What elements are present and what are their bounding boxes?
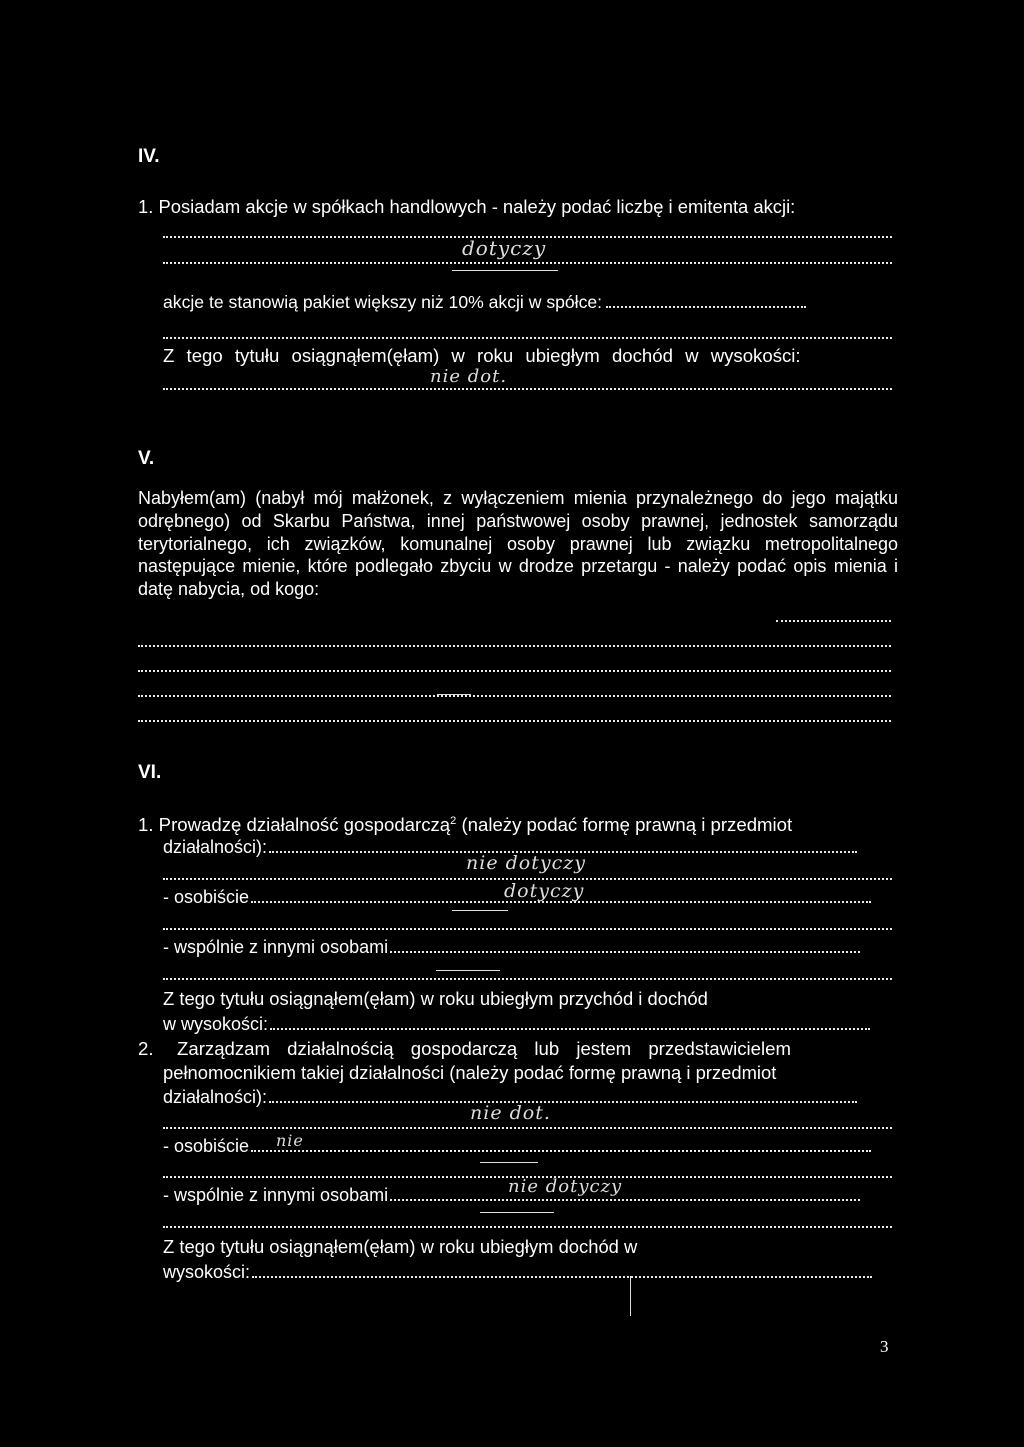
- dotted-line: [138, 645, 891, 647]
- dotted-line: [138, 720, 891, 722]
- vi-income2-line2: wysokości:: [163, 1261, 872, 1283]
- vi-wspolnie2: - wspólnie z innymi osobami: [163, 1184, 860, 1206]
- iv-item1-text: 1. Posiadam akcje w spółkach handlowych - należy podać liczbę i emitenta akcji:: [138, 196, 796, 217]
- dotted-line: [163, 337, 892, 339]
- vi-item2-line3: działalności):: [163, 1086, 857, 1108]
- handwritten-stroke: [436, 970, 500, 971]
- handwritten-stroke: [437, 694, 471, 695]
- dotted-line: [138, 695, 891, 697]
- handwritten-stroke: [452, 270, 558, 271]
- handwritten-stroke: [480, 1212, 554, 1213]
- footnote-marker: 2: [450, 815, 457, 827]
- handwritten-annotation: nie dot.: [470, 1102, 551, 1124]
- vi-osobiscie: - osobiście: [163, 886, 871, 908]
- iv-pakiet-text: akcje te stanowią pakiet większy niż 10% akcji w spółce:: [163, 291, 806, 313]
- dotted-line: [138, 670, 891, 672]
- handwritten-stroke: [480, 1162, 538, 1163]
- handwritten-annotation: nie dotyczy: [508, 1176, 623, 1197]
- vi-item2-number: 2.: [138, 1038, 154, 1059]
- v-paragraph: Nabyłem(am) (nabył mój małżonek, z wyłączeniem mienia przynależnego do jego majątku odrębnego) od Skarbu Państwa, innej państwowej osoby prawnej, jednostek samorządu terytorialnego, ich związków, komunalnej osoby prawnej lub związku metropolitalnego następujące mienie, które podlegało zbyciu w drodze przetargu - należy podać opis mienia i datę nabycia, od kogo:: [138, 488, 898, 600]
- section-vi-heading: VI.: [138, 762, 162, 783]
- section-v-heading: V.: [138, 448, 155, 469]
- handwritten-stroke: [452, 910, 508, 911]
- handwritten-stroke: [630, 1276, 631, 1316]
- iv-income-text: Z tego tytułu osiągnąłem(ęłam) w roku ubiegłym dochód w wysokości:: [163, 345, 801, 366]
- dotted-line: [776, 620, 891, 622]
- handwritten-annotation: nie: [276, 1131, 304, 1150]
- vi-income-line2: w wysokości:: [163, 1013, 870, 1035]
- dotted-line: [163, 978, 892, 980]
- dotted-line: [163, 1127, 892, 1129]
- section-iv-heading: IV.: [138, 146, 160, 167]
- handwritten-annotation: dotyczy: [504, 880, 585, 902]
- vi-income2-line1: Z tego tytułu osiągnąłem(ęłam) w roku ubiegłym dochód w: [163, 1236, 638, 1257]
- dotted-line: [163, 1226, 892, 1228]
- dotted-line: [163, 388, 892, 390]
- vi-item1-line1: 1. Prowadzę działalność gospodarczą$^2$ (należy podać formę prawną i przedmiot: [138, 814, 793, 836]
- vi-income-line1: Z tego tytułu osiągnąłem(ęłam) w roku ubiegłym przychód i dochód: [163, 988, 708, 1009]
- handwritten-annotation: nie dotyczy: [466, 852, 586, 874]
- handwritten-annotation: dotyczy: [462, 236, 547, 260]
- vi-item1-line2: działalności):: [163, 836, 857, 858]
- vi-osobiscie2: - osobiście: [163, 1135, 871, 1157]
- dotted-line: [163, 928, 892, 930]
- page-number: 3: [880, 1337, 889, 1356]
- dotted-line: [163, 262, 892, 264]
- vi-item2-line2: pełnomocnikiem takiej działalności (należy podać formę prawną i przedmiot: [163, 1062, 777, 1083]
- handwritten-annotation: nie dot.: [430, 366, 508, 387]
- vi-wspolnie: - wspólnie z innymi osobami: [163, 936, 860, 958]
- vi-item2-line1: Zarządzam działalnością gospodarczą lub jestem przedstawicielem: [177, 1038, 791, 1059]
